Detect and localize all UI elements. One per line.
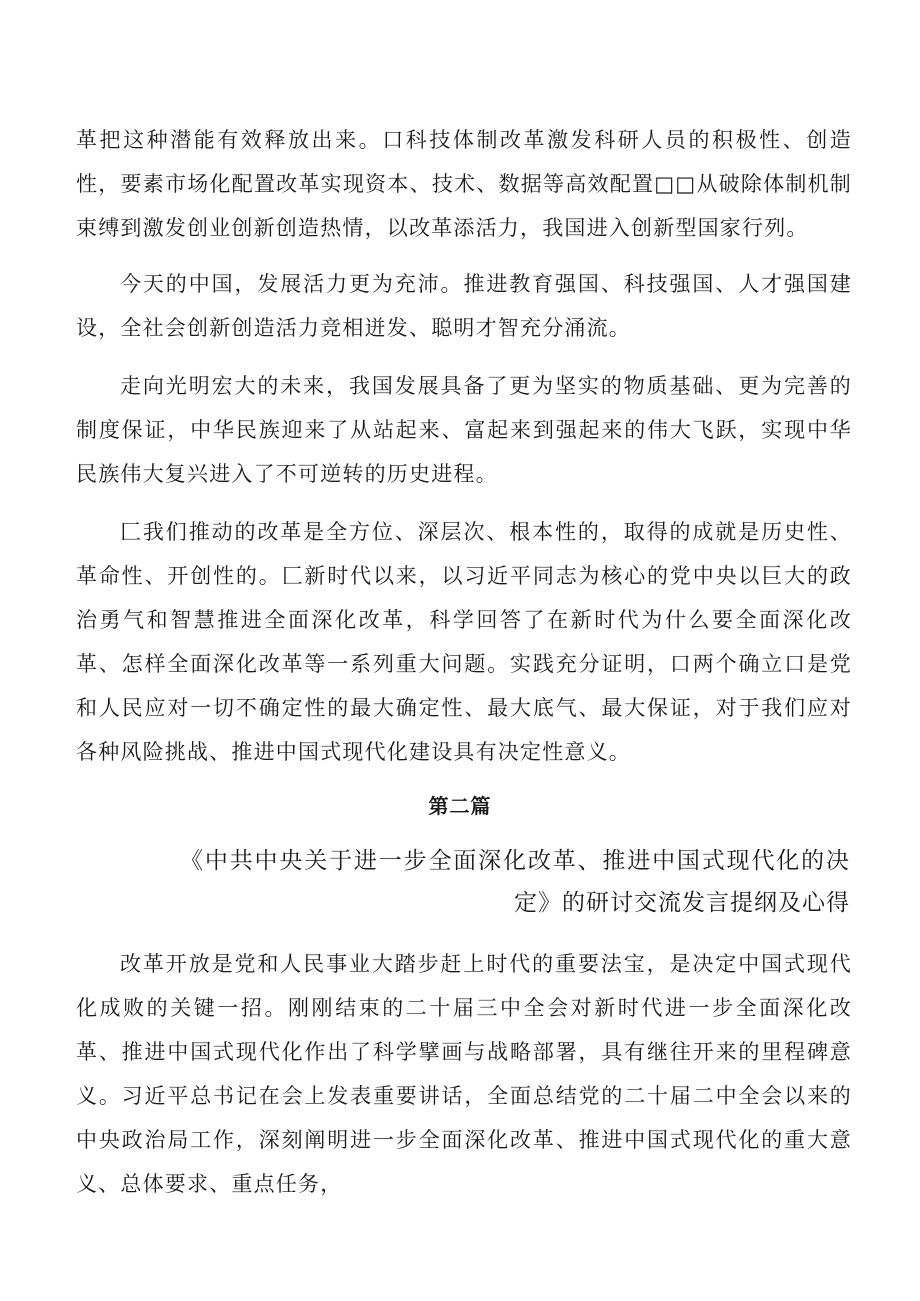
section-heading: 第二篇 [428,794,492,818]
paragraph: 今天的中国，发展活力更为充沛。推进教育强国、科技强国、人才强国建设，全社会创新创造活力竞相迸发、聪明才智充分涌流。 [76,272,852,340]
paragraph: 匚我们推动的改革是全方位、深层次、根本性的，取得的成就是历史性、革命性、开创性的。匚新时代以来，以习近平同志为核心的党中央以巨大的政治勇气和智慧推进全面深化改革，科学回答了在新时代为什么要全面深化改革、怎样全面深化改革等一系列重大问题。实践充分证明，口两个确立口是党和人民应对一切不确定性的最大确定性、最大底气、最大保证，对于我们应对各种风险挑战、推进中国式现代化建设具有决定性意义。 [76,520,852,764]
paragraph: 走向光明宏大的未来，我国发展具备了更为坚实的物质基础、更为完善的制度保证，中华民族迎来了从站起来、富起来到强起来的伟大飞跃，实现中华民族伟大复兴进入了不可逆转的历史进程。 [76,374,852,486]
paragraph-continued: 革把这种潜能有效释放出来。口科技体制改革激发科研人员的积极性、创造性，要素市场化配置改革实现资本、技术、数据等高效配置□□从破除体制机制束缚到激发创业创新创造热情，以改革添活力，我国进入创新型国家行列。 [76,128,852,240]
paragraph: 改革开放是党和人民事业大踏步赶上时代的重要法宝，是决定中国式现代化成败的关键一招。刚刚结束的二十届三中全会对新时代进一步全面深化改革、推进中国式现代化作出了科学擘画与战略部署，具有继往开来的里程碑意义。习近平总书记在会上发表重要讲话，全面总结党的二十届二中全会以来的中央政治局工作，深刻阐明进一步全面深化改革、推进中国式现代化的重大意义、总体要求、重点任务， [76,952,852,1196]
section-title: 《中共中央关于进一步全面深化改革、推进中国式现代化的决定》的研讨交流发言提纲及心得 [180,848,850,916]
